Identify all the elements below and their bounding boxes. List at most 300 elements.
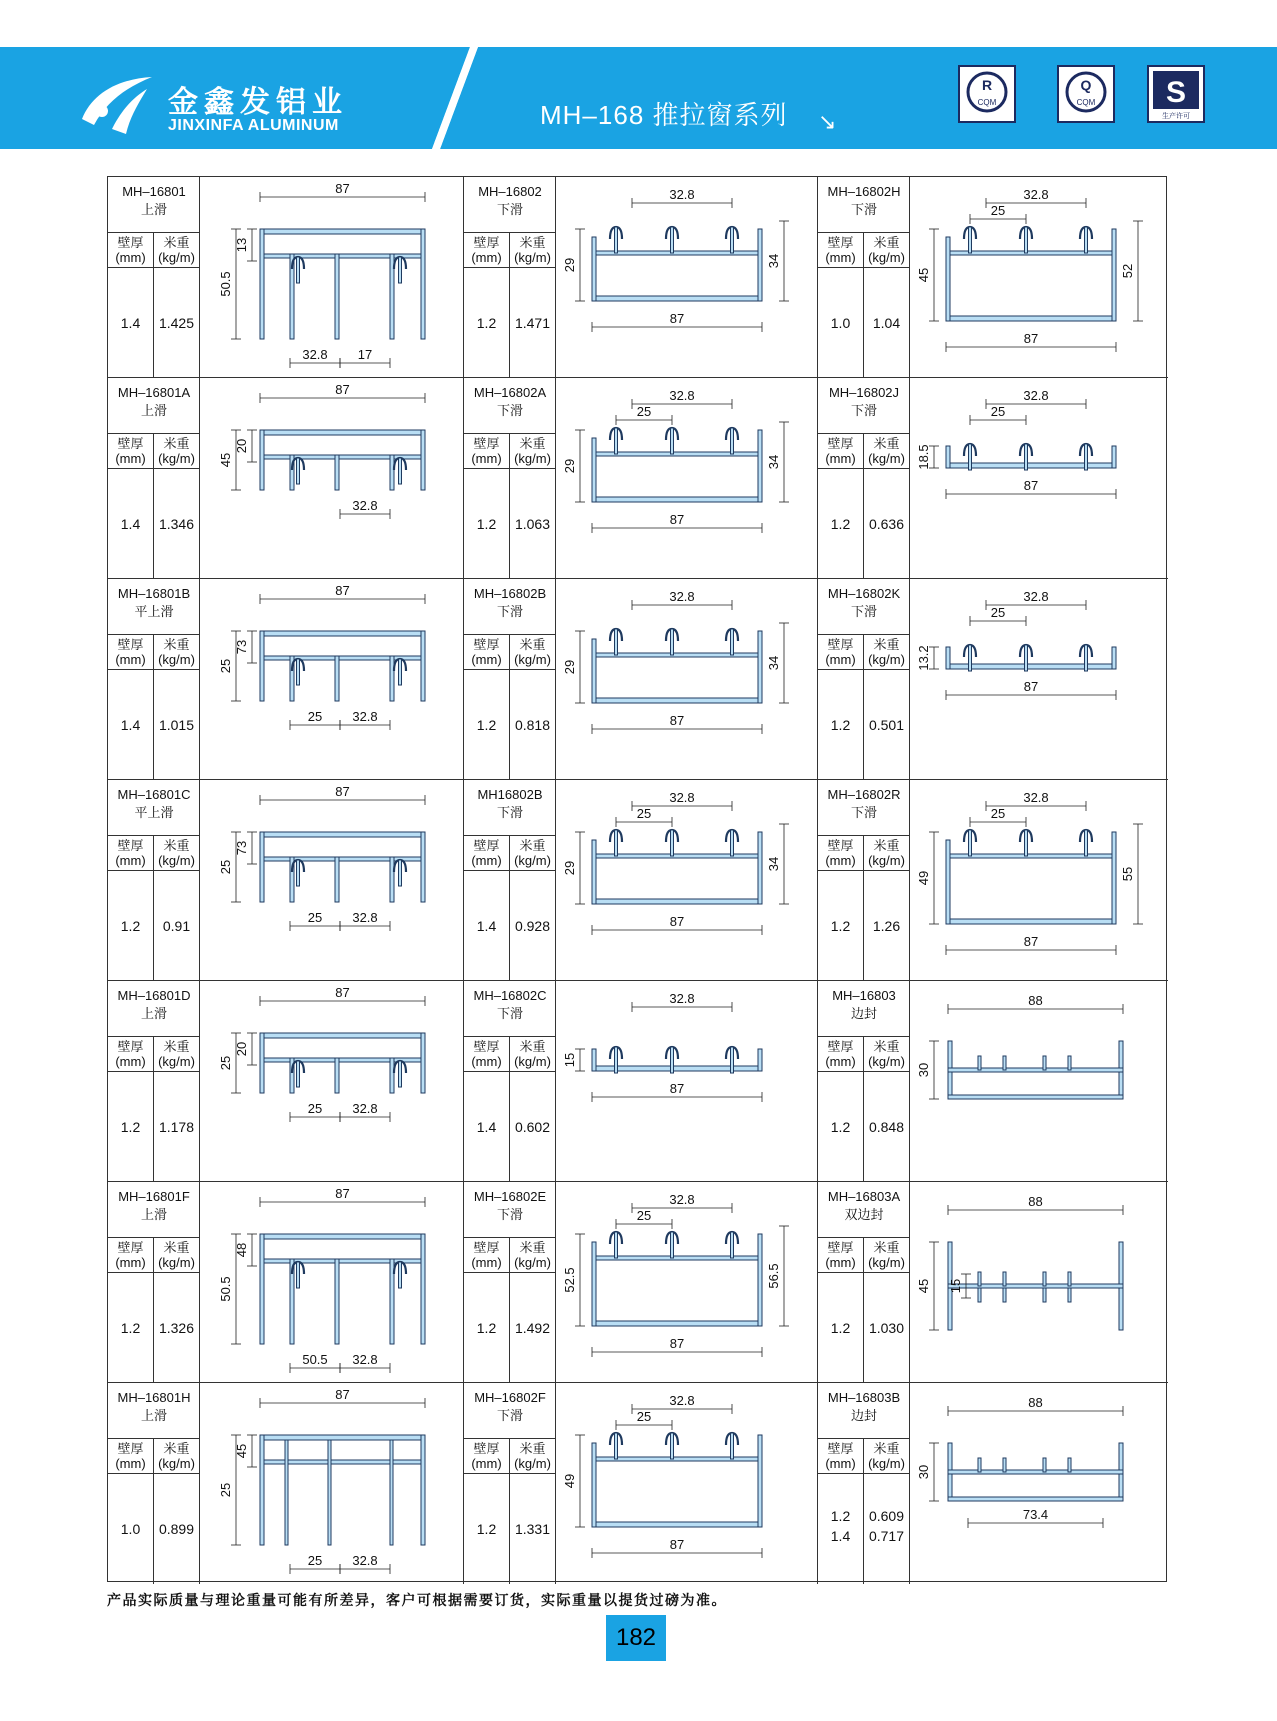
dim-height-right: 34 bbox=[766, 856, 781, 872]
thickness-value: 1.2 bbox=[120, 1320, 141, 1336]
dim-pitch-a: 25 bbox=[990, 404, 1006, 419]
dim-height-right: 56.5 bbox=[766, 1263, 781, 1289]
profile-drawing-cell bbox=[556, 1182, 818, 1383]
product-code-block bbox=[818, 987, 910, 1023]
profile-section bbox=[260, 229, 425, 234]
dim-pitch: 32.8 bbox=[669, 1393, 695, 1408]
product-name: 下滑 bbox=[496, 1207, 523, 1222]
product-code-block bbox=[108, 786, 200, 822]
weight-header bbox=[154, 436, 199, 466]
header-label: 壁厚 bbox=[473, 1240, 500, 1255]
thickness-header bbox=[108, 637, 153, 667]
weight-header bbox=[864, 1441, 909, 1471]
product-code-block bbox=[818, 1188, 910, 1224]
thickness-value: 1.2 bbox=[830, 1320, 851, 1336]
profile-section bbox=[390, 455, 394, 490]
product-code-block bbox=[108, 585, 200, 621]
spec-header bbox=[464, 1036, 556, 1072]
dim-width: 87 bbox=[669, 1081, 685, 1096]
weight-value: 1.04 bbox=[872, 315, 901, 331]
dim-sub-height: 13 bbox=[234, 237, 249, 253]
thickness-header bbox=[464, 235, 509, 265]
header-label: 壁厚 bbox=[827, 838, 854, 853]
thickness-header bbox=[818, 838, 863, 868]
profile-drawing-cell bbox=[910, 981, 1168, 1182]
dim-pitch: 32.8 bbox=[669, 790, 695, 805]
dim-height: 25 bbox=[218, 1055, 233, 1071]
product-info-cell bbox=[464, 579, 556, 780]
weight-header bbox=[864, 637, 909, 667]
product-code-block bbox=[108, 987, 200, 1023]
weight-value: 0.899 bbox=[158, 1521, 195, 1537]
profile-drawing-cell bbox=[556, 579, 818, 780]
profile-section bbox=[731, 227, 734, 253]
dim-pitch: 32.8 bbox=[352, 498, 378, 513]
profile-section bbox=[978, 1272, 981, 1286]
profile-section bbox=[592, 1443, 596, 1527]
dim-width: 87 bbox=[335, 784, 350, 799]
header-unit: (mm) bbox=[825, 652, 856, 667]
dim-width: 87 bbox=[669, 311, 685, 326]
product-code-block bbox=[464, 384, 556, 420]
weight-value: 0.636 bbox=[868, 516, 905, 532]
weight-value: 1.331 bbox=[514, 1521, 551, 1537]
profile-drawing bbox=[910, 579, 1166, 778]
profile-section bbox=[758, 631, 762, 703]
dim-width: 87 bbox=[335, 583, 350, 598]
dim-pitch-a: 25 bbox=[307, 910, 323, 925]
thickness-header bbox=[108, 235, 153, 265]
header-label: 米重 bbox=[163, 1240, 190, 1255]
profile-drawing-cell bbox=[200, 1182, 464, 1383]
series-title: MH–168 推拉窗系列 bbox=[540, 100, 788, 130]
header-unit: (kg/m) bbox=[514, 250, 551, 265]
thickness-header bbox=[818, 637, 863, 667]
profile-section bbox=[1025, 444, 1028, 470]
product-info-cell bbox=[464, 780, 556, 981]
profile-drawing bbox=[910, 177, 1166, 376]
profile-section bbox=[969, 227, 972, 253]
header-unit: (kg/m) bbox=[514, 451, 551, 466]
profile-section bbox=[1003, 1458, 1006, 1472]
thickness-value: 1.2 bbox=[476, 315, 497, 331]
profile-drawing-cell bbox=[556, 378, 818, 579]
profile-drawing-cell bbox=[200, 780, 464, 981]
weight-value: 0.91 bbox=[162, 918, 191, 934]
weight-value: 1.471 bbox=[514, 315, 551, 331]
thickness-header bbox=[464, 436, 509, 466]
svg-text:CQM: CQM bbox=[977, 98, 997, 107]
thickness-value: 1.0 bbox=[830, 315, 851, 331]
profile-section bbox=[1043, 1272, 1046, 1286]
thickness-header bbox=[464, 838, 509, 868]
product-info-cell bbox=[464, 378, 556, 579]
product-code-block bbox=[108, 1188, 200, 1224]
dim-height: 13.2 bbox=[916, 645, 931, 671]
profile-section bbox=[671, 1047, 674, 1073]
dim-width: 87 bbox=[669, 1336, 685, 1351]
product-code: MH–16801A bbox=[117, 385, 191, 400]
spec-header bbox=[818, 232, 910, 268]
header-unit: (mm) bbox=[115, 250, 146, 265]
header-unit: (mm) bbox=[825, 1054, 856, 1069]
product-name: 平上滑 bbox=[134, 805, 174, 820]
page-number: 182 bbox=[606, 1615, 666, 1661]
header-label: 米重 bbox=[519, 436, 546, 451]
dim-pitch: 32.8 bbox=[352, 1101, 378, 1116]
spec-header bbox=[464, 232, 556, 268]
header-unit: (mm) bbox=[471, 652, 502, 667]
header-unit: (mm) bbox=[471, 1456, 502, 1471]
column-divider bbox=[863, 433, 864, 578]
spec-header bbox=[108, 1438, 200, 1474]
header-unit: (mm) bbox=[825, 1456, 856, 1471]
column-divider bbox=[509, 1036, 510, 1181]
product-name: 上滑 bbox=[140, 202, 167, 217]
weight-value: 0.818 bbox=[514, 717, 551, 733]
product-name: 下滑 bbox=[496, 202, 523, 217]
product-name: 下滑 bbox=[850, 805, 877, 820]
dim-pitch: 17 bbox=[357, 347, 373, 362]
spec-header bbox=[818, 835, 910, 871]
weight-value: 1.015 bbox=[158, 717, 195, 733]
dim-height-right: 55 bbox=[1120, 866, 1135, 882]
header-label: 壁厚 bbox=[117, 1240, 144, 1255]
profile-section bbox=[1085, 645, 1088, 671]
profile-drawing-cell bbox=[200, 177, 464, 378]
column-divider bbox=[863, 232, 864, 377]
product-code-block bbox=[818, 1389, 910, 1425]
product-code-block bbox=[818, 786, 910, 822]
product-code: MH–16803A bbox=[827, 1189, 901, 1204]
header-label: 米重 bbox=[163, 235, 190, 250]
header-unit: (mm) bbox=[115, 1456, 146, 1471]
dim-width: 87 bbox=[669, 1537, 685, 1552]
profile-section bbox=[1043, 1458, 1046, 1472]
product-info-cell bbox=[108, 1182, 200, 1383]
profile-section bbox=[399, 860, 402, 886]
header-label: 壁厚 bbox=[473, 637, 500, 652]
spec-header bbox=[464, 835, 556, 871]
dim-pitch: 32.8 bbox=[352, 910, 378, 925]
header-unit: (mm) bbox=[825, 250, 856, 265]
dim-height: 29 bbox=[562, 659, 577, 675]
spec-header bbox=[108, 1237, 200, 1273]
weight-header bbox=[154, 637, 199, 667]
header-unit: (mm) bbox=[115, 451, 146, 466]
weight-header bbox=[864, 838, 909, 868]
profile-section bbox=[1085, 227, 1088, 253]
product-info-cell bbox=[108, 378, 200, 579]
column-divider bbox=[863, 634, 864, 779]
profile-section bbox=[297, 1262, 300, 1288]
product-code: MH–16802J bbox=[828, 385, 900, 400]
header-label: 米重 bbox=[163, 1039, 190, 1054]
header-unit: (mm) bbox=[115, 1255, 146, 1270]
column-divider bbox=[153, 835, 154, 980]
profile-section bbox=[946, 647, 950, 669]
header-unit: (kg/m) bbox=[158, 853, 195, 868]
product-code: MH–16802R bbox=[827, 787, 901, 802]
header-unit: (kg/m) bbox=[868, 1054, 905, 1069]
header-unit: (mm) bbox=[115, 853, 146, 868]
product-code: MH–16802K bbox=[827, 586, 901, 601]
profile-section bbox=[615, 428, 618, 454]
profile-drawing-cell bbox=[200, 981, 464, 1182]
profile-section bbox=[390, 656, 394, 701]
profile-section bbox=[421, 430, 425, 490]
spec-header bbox=[818, 1237, 910, 1273]
profile-section bbox=[260, 631, 264, 701]
arrow-icon: ↘ bbox=[818, 109, 837, 134]
dim-height: 18.5 bbox=[916, 444, 931, 470]
weight-header bbox=[510, 436, 555, 466]
header-unit: (kg/m) bbox=[514, 1255, 551, 1270]
header-unit: (kg/m) bbox=[158, 1456, 195, 1471]
profile-section bbox=[592, 296, 762, 301]
product-name: 下滑 bbox=[496, 403, 523, 418]
spec-header bbox=[818, 1438, 910, 1474]
thickness-value: 1.2 bbox=[476, 516, 497, 532]
dim-pitch: 32.8 bbox=[669, 388, 695, 403]
profile-section bbox=[335, 1058, 339, 1093]
profile-section bbox=[1068, 1458, 1071, 1472]
dim-pitch: 32.8 bbox=[669, 991, 695, 1006]
thickness-value: 1.2 bbox=[476, 717, 497, 733]
weight-header bbox=[510, 1441, 555, 1471]
thickness-value: 1.2 bbox=[830, 717, 851, 733]
product-code: MH–16801F bbox=[118, 1189, 190, 1204]
thickness-header bbox=[464, 1240, 509, 1270]
weight-header bbox=[154, 1039, 199, 1069]
profile-section bbox=[671, 629, 674, 655]
profile-drawing bbox=[910, 1182, 1166, 1381]
dim-pitch: 32.8 bbox=[1023, 388, 1049, 403]
weight-value: 1.346 bbox=[158, 516, 195, 532]
dim-sub-height: 45 bbox=[234, 1443, 249, 1459]
product-code: MH16802B bbox=[477, 787, 543, 802]
weight-value: 1.326 bbox=[158, 1320, 195, 1336]
thickness-header bbox=[108, 436, 153, 466]
profile-section bbox=[260, 1234, 425, 1239]
thickness-header bbox=[108, 1240, 153, 1270]
column-divider bbox=[863, 1237, 864, 1382]
profile-drawing bbox=[200, 378, 462, 577]
product-name: 上滑 bbox=[140, 1207, 167, 1222]
dim-height: 45 bbox=[218, 452, 233, 468]
profile-drawing-cell bbox=[910, 378, 1168, 579]
spec-header bbox=[464, 1438, 556, 1474]
header-unit: (kg/m) bbox=[158, 1054, 195, 1069]
profile-drawing-cell bbox=[910, 780, 1168, 981]
thickness-value: 1.2 bbox=[830, 516, 851, 532]
column-divider bbox=[509, 232, 510, 377]
profile-section bbox=[390, 1058, 394, 1093]
profile-drawing bbox=[910, 780, 1166, 979]
header-label: 壁厚 bbox=[117, 637, 144, 652]
profile-section bbox=[260, 229, 264, 339]
dim-width: 88 bbox=[1028, 993, 1043, 1008]
profile-drawing bbox=[556, 177, 816, 376]
header-label: 米重 bbox=[163, 637, 190, 652]
profile-section bbox=[592, 1242, 596, 1326]
product-info-cell bbox=[108, 981, 200, 1182]
dim-pitch-a: 25 bbox=[636, 1409, 652, 1424]
dim-pitch: 32.8 bbox=[352, 1553, 378, 1568]
dim-width: 87 bbox=[669, 713, 685, 728]
product-info-cell bbox=[464, 981, 556, 1182]
dim-height: 49 bbox=[562, 1473, 577, 1489]
dim-sub-height: 20 bbox=[234, 1041, 249, 1057]
cert-badge-qs-icon bbox=[1147, 65, 1205, 123]
dim-pitch-a: 25 bbox=[636, 806, 652, 821]
header-unit: (kg/m) bbox=[868, 1255, 905, 1270]
profile-section bbox=[260, 430, 425, 435]
product-info-cell bbox=[818, 1383, 910, 1584]
product-code: MH–16801D bbox=[117, 988, 191, 1003]
dim-pitch-a: 25 bbox=[990, 806, 1006, 821]
dim-width: 87 bbox=[669, 914, 685, 929]
header-unit: (mm) bbox=[825, 1255, 856, 1270]
product-name: 下滑 bbox=[496, 1408, 523, 1423]
header-label: 壁厚 bbox=[827, 1240, 854, 1255]
header-label: 壁厚 bbox=[827, 1441, 854, 1456]
profile-section bbox=[731, 428, 734, 454]
header-unit: (kg/m) bbox=[868, 250, 905, 265]
company-logo-icon bbox=[72, 59, 162, 139]
header-unit: (kg/m) bbox=[514, 853, 551, 868]
dim-sub-height: 48 bbox=[234, 1242, 249, 1258]
profile-section bbox=[969, 830, 972, 856]
profile-section bbox=[285, 1440, 288, 1545]
dim-height: 25 bbox=[218, 658, 233, 674]
weight-value: 1.26 bbox=[872, 918, 901, 934]
column-divider bbox=[153, 1438, 154, 1584]
spec-header bbox=[818, 634, 910, 670]
profile-section bbox=[1068, 1288, 1071, 1302]
weight-header bbox=[510, 838, 555, 868]
profile-section bbox=[948, 1095, 1123, 1099]
profile-section bbox=[615, 1047, 618, 1073]
weight-value: 0.717 bbox=[868, 1528, 905, 1544]
thickness-header bbox=[108, 1441, 153, 1471]
profile-drawing bbox=[200, 981, 462, 1180]
product-name: 双边封 bbox=[844, 1207, 884, 1222]
profile-section bbox=[335, 1259, 339, 1344]
profile-section bbox=[1085, 830, 1088, 856]
profile-section bbox=[260, 1033, 425, 1038]
thickness-value: 1.2 bbox=[120, 918, 141, 934]
profile-drawing bbox=[200, 177, 462, 376]
header-unit: (mm) bbox=[471, 1054, 502, 1069]
dim-pitch-a: 25 bbox=[990, 605, 1006, 620]
dim-height: 45 bbox=[916, 1278, 931, 1294]
thickness-value: 1.4 bbox=[120, 315, 141, 331]
profile-drawing-cell bbox=[200, 1383, 464, 1584]
profile-section bbox=[297, 257, 300, 283]
profile-section bbox=[978, 1056, 981, 1070]
dim-width: 87 bbox=[335, 1186, 350, 1201]
profile-section bbox=[592, 840, 596, 904]
product-info-cell bbox=[108, 177, 200, 378]
header-label: 米重 bbox=[519, 235, 546, 250]
column-divider bbox=[509, 634, 510, 779]
product-info-cell bbox=[818, 378, 910, 579]
column-divider bbox=[153, 1237, 154, 1382]
profile-section bbox=[592, 899, 762, 904]
thickness-value: 1.4 bbox=[120, 516, 141, 532]
product-code: MH–16801H bbox=[117, 1390, 191, 1405]
product-code-block bbox=[818, 384, 910, 420]
profile-section bbox=[592, 698, 762, 703]
profile-section bbox=[421, 1435, 425, 1545]
product-name: 边封 bbox=[850, 1006, 877, 1021]
profile-section bbox=[758, 1435, 762, 1527]
dim-pitch-a: 25 bbox=[990, 203, 1006, 218]
profile-drawing-cell bbox=[910, 177, 1168, 378]
spec-header bbox=[108, 232, 200, 268]
svg-text:Q: Q bbox=[1080, 77, 1092, 93]
profile-section bbox=[260, 1234, 264, 1344]
spec-header bbox=[464, 1237, 556, 1273]
weight-header bbox=[510, 1039, 555, 1069]
spec-header bbox=[464, 634, 556, 670]
profile-drawing bbox=[556, 579, 816, 778]
column-divider bbox=[509, 1237, 510, 1382]
product-code-block bbox=[818, 585, 910, 621]
dim-width: 87 bbox=[335, 1387, 350, 1402]
profile-section bbox=[1003, 1272, 1006, 1286]
product-code-block bbox=[464, 585, 556, 621]
product-name: 下滑 bbox=[850, 202, 877, 217]
product-info-cell bbox=[108, 780, 200, 981]
dim-width: 87 bbox=[1023, 331, 1039, 346]
dim-width: 88 bbox=[1028, 1194, 1043, 1209]
product-code: MH–16803 bbox=[832, 988, 896, 1003]
dim-height: 45 bbox=[916, 267, 931, 283]
dim-height: 52.5 bbox=[562, 1267, 577, 1293]
profile-section bbox=[671, 428, 674, 454]
profile-section bbox=[671, 1232, 674, 1258]
weight-value: 0.928 bbox=[514, 918, 551, 934]
profile-section bbox=[592, 639, 596, 703]
svg-text:S: S bbox=[1165, 76, 1187, 109]
dim-height-right: 34 bbox=[766, 454, 781, 470]
dim-pitch: 32.8 bbox=[1023, 589, 1049, 604]
profile-section bbox=[399, 659, 402, 685]
profile-drawing-cell bbox=[910, 1383, 1168, 1584]
profile-section bbox=[390, 1440, 393, 1545]
header-unit: (mm) bbox=[471, 1255, 502, 1270]
dim-inner-width: 73.4 bbox=[1022, 1507, 1049, 1522]
profile-section bbox=[1112, 832, 1116, 924]
product-name: 下滑 bbox=[496, 604, 523, 619]
dim-width: 87 bbox=[1023, 478, 1039, 493]
profile-section bbox=[335, 656, 339, 701]
product-code: MH–16802A bbox=[473, 385, 547, 400]
dim-sub-height: 20 bbox=[234, 438, 249, 454]
spec-header bbox=[818, 1036, 910, 1072]
dim-width: 87 bbox=[669, 512, 685, 527]
column-divider bbox=[153, 232, 154, 377]
profile-section bbox=[399, 257, 402, 283]
header-label: 米重 bbox=[163, 838, 190, 853]
dim-width: 87 bbox=[1023, 934, 1039, 949]
dim-height: 30 bbox=[916, 1464, 931, 1480]
header-label: 米重 bbox=[873, 1441, 900, 1456]
spec-header bbox=[108, 835, 200, 871]
header-label: 米重 bbox=[873, 436, 900, 451]
